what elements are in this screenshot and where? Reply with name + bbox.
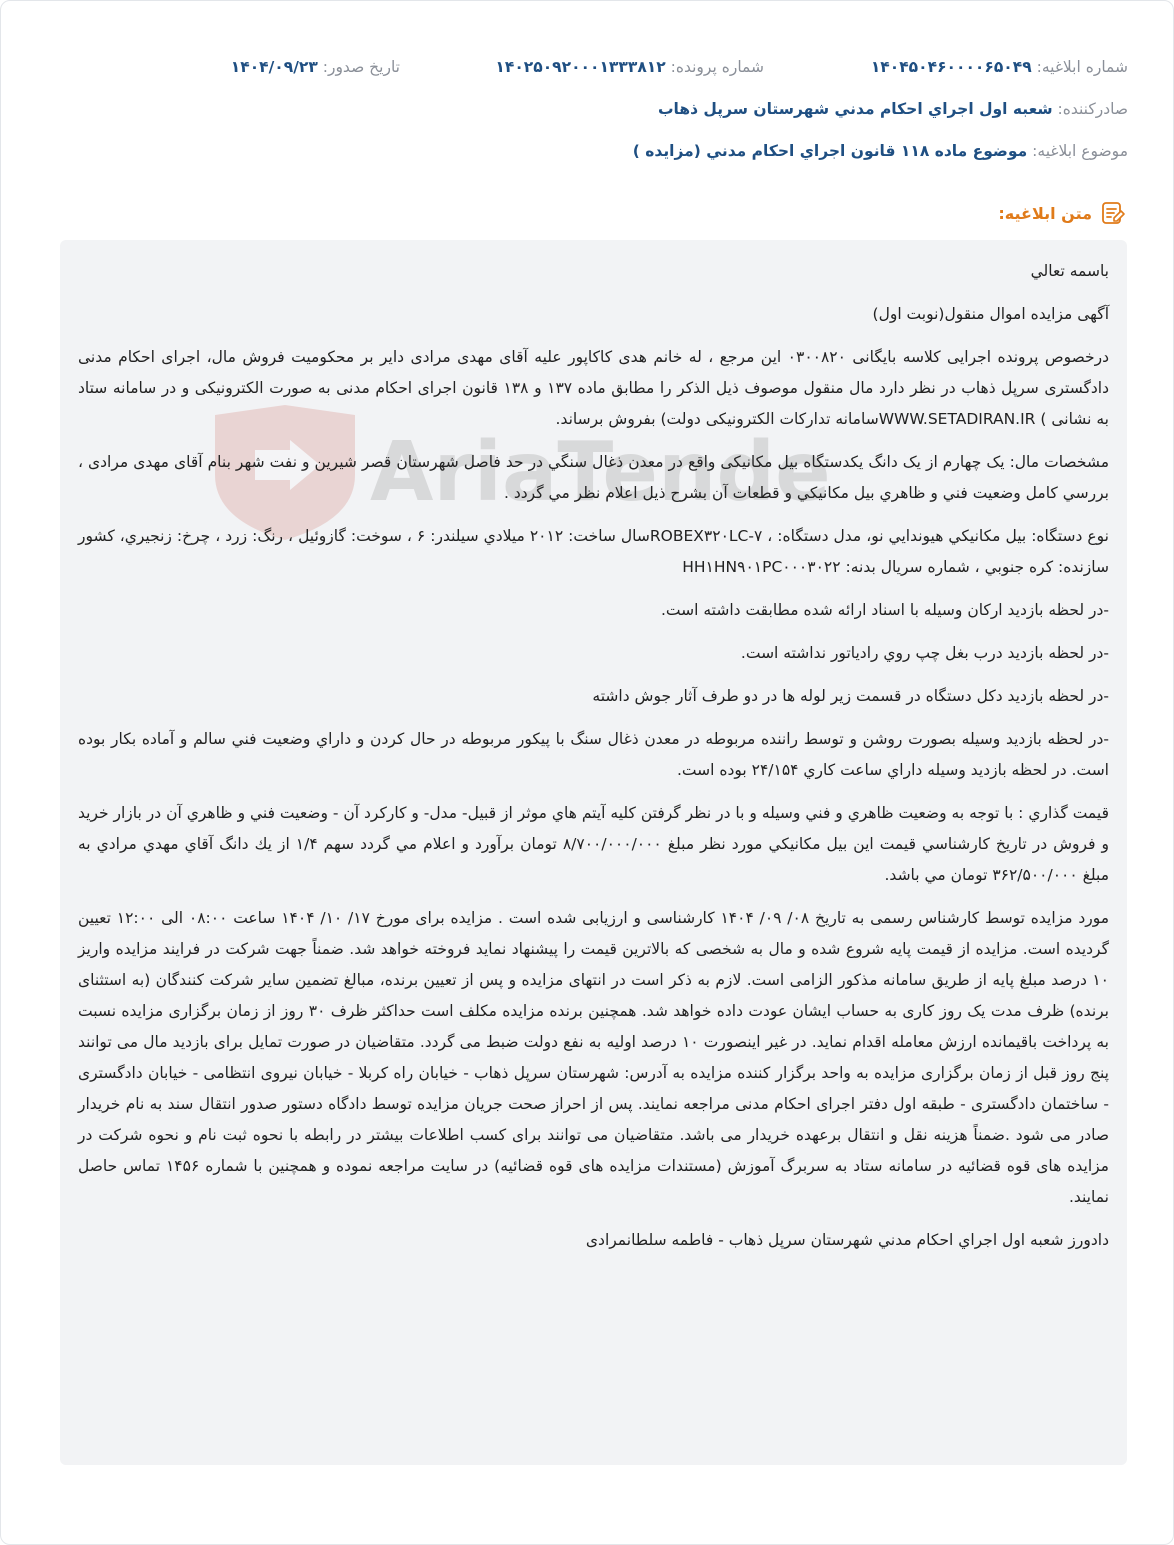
body-paragraph: -در لحظه بازديد دكل دستگاه در قسمت زير لوله ها در دو طرف آثار جوش داشته [592, 687, 1109, 705]
body-paragraph: قيمت گذاري : با توجه به وضعيت ظاهري و فني وسيله و با در نظر گرفتن كليه آيتم هاي موثر از قبيل- مدل- و كاركرد آن - وضعيت فني و ظاهري آن در بازار خريد و فروش در تاريخ كارشناسي قيمت اين بيل مكانيكي مورد نظر مبلغ ۸/۷۰۰/۰۰۰/۰۰۰ تومان برآورد و اعلام مي گردد سهم ۱/۴ از يك دانگ آقاي مهدي مرادي به مبلغ ۳۶۲/۵۰۰/۰۰۰ تومان مي باشد. [78, 804, 1110, 884]
body-paragraph: درخصوص پرونده اجرایی کلاسه بایگانی ۰۳۰۰۸۲۰ این مرجع ، له خانم هدی کاکاپور علیه آقای مهدی مرادی دایر بر محکومیت فروش مال، اجرای احکام مدنی دادگستری سرپل ذهاب در نظر دارد مال منقول موصوف ذیل الذکر را مطابق ماده ۱۳۷ و ۱۳۸ قانون اجرای احکام مدنی به صورت الکترونیکی و در سامانه ستاد به نشانی ) WWW.SETADIRAN.IRسامانه تدارکات الکترونیکی دولت) بفروش برساند. [78, 348, 1110, 428]
notice-text-heading-label: متن ابلاغیه: [998, 203, 1092, 223]
notice-number-value: ۱۴۰۴۵۰۴۶۰۰۰۰۶۵۰۴۹ [870, 58, 1032, 76]
notice-number [871, 58, 1128, 76]
body-paragraph: نوع دستگاه: بيل مكانيكي هيوندايي نو، مدل دستگاه: ، ROBEX۳۲۰LC-۷سال ساخت: ۲۰۱۲ ميلادي سيلندر: ۶ ، سوخت: گازوئيل ، رنگ: زرد ، چرخ: زنجيري، كشور سازنده: كره جنوبي ، شماره سريال بدنه: HH۱HN۹۰۱PC۰۰۰۳۰۲۲ [78, 527, 1109, 576]
issue-date [231, 58, 400, 76]
body-paragraph: -در لحظه بازديد درب بغل چپ روي رادياتور نداشته است. [740, 644, 1109, 662]
body-paragraph: مشخصات مال: یک چهارم از یک دانگ یکدستگاه بیل مکانیکی واقع در معدن ذغال سنگي در حد فاصل شهرستان قصر شیرین و نفت شهر بنام آقای مهدی مرادی ، بررسي كامل وضعيت فني و ظاهري بيل مكانيكي و قطعات آن بشرح ذيل اعلام نظر مي گردد . [78, 453, 1109, 502]
notice-body-box [60, 240, 1127, 1465]
issuer-label: صادرکننده: [1057, 100, 1128, 118]
case-number [495, 58, 764, 76]
issue-date-value: ۱۴۰۴/۰۹/۲۳ [230, 58, 318, 76]
issuer-line [658, 100, 1128, 118]
subject-value: موضوع ماده ۱۱۸ قانون اجراي احكام مدني (مزايده ) [632, 142, 1028, 160]
notice-text-heading [998, 200, 1126, 226]
body-paragraph: مورد مزایده توسط کارشناس رسمی به تاریخ ۰۸/ ۰۹/ ۱۴۰۴ کارشناسی و ارزیابی شده است . مزایده برای مورخ ۱۷/ ۱۰/ ۱۴۰۴ ساعت ۰۸:۰۰ الی ۱۲:۰۰ تعیین گردیده است. مزایده از قیمت پایه شروع شده و مال به شخصی که بالاترین قیمت را پیشنهاد نماید فروخته خواهد شد. ضمناً جهت شرکت در فرایند مزایده واریز ۱۰ درصد مبلغ پایه از طریق سامانه مذکور الزامی است. لازم به ذکر است در انتهای مزایده و پس از تعیین برنده، مبالغ تضمین سایر شرکت کنندگان (به استثنای برنده) ظرف مدت یک روز کاری به حساب ایشان عودت داده خواهد شد. همچنین برنده مزایده مکلف است حداکثر ظرف ۳۰ روز از زمان برگزاری مزایده نسبت به پرداخت باقیمانده ارزش معامله اقدام نماید. در غیر اینصورت ۱۰ درصد اولیه به نفع دولت ضبط می گردد. متقاضیان در صورت تمایل برای بازدید مال می توانند پنج روز قبل از زمان برگزاری مزایده به واحد برگزار کننده مزایده به آدرس: شهرستان سرپل ذهاب - خیابان راه کربلا - خیابان نیروی انتظامی - خیابان دادگستری - ساختمان دادگستری - طبقه اول دفتر اجرای احکام مدنی مراجعه نمایند. پس از احراز صحت جریان مزایده توسط دادگاه دستور صدور انتقال سند به نام خریدار صادر می شود .ضمناً هزینه نقل و انتقال برعهده خریدار می باشد. متقاضیان می توانند برای کسب اطلاعات بیشتر در رابطه با نحوه ثبت نام و نحوه شرکت در مزایده های قوه قضائیه در سامانه ستاد به سربرگ آموزش (مستندات مزایده های قوه قضائیه) در سایت مراجعه نموده و همچنین با شماره ۱۴۵۶ تماس حاصل نمایند. [78, 909, 1110, 1206]
body-paragraph: آگهی مزایده اموال منقول(نوبت اول) [872, 305, 1109, 323]
case-number-value: ۱۴۰۲۵۰۹۲۰۰۰۱۳۳۳۸۱۲ [495, 58, 666, 76]
subject-line [633, 142, 1128, 160]
issue-date-label: تاریخ صدور: [322, 58, 400, 76]
body-paragraph: -در لحظه بازديد وسيله بصورت روشن و توسط راننده مربوطه در معدن ذغال سنگ با پيكور مربوطه در حال كردن و داراي وضعيت فني سالم و آماده بكار بوده است. در لحظه بازديد وسيله داراي ساعت كاري ۲۴/۱۵۴ بوده است. [78, 730, 1109, 779]
body-paragraph: -در لحظه بازديد اركان وسيله با اسناد ارائه شده مطابقت داشته است. [660, 601, 1109, 619]
body-paragraph: باسمه تعالي [1030, 262, 1109, 280]
subject-label: موضوع ابلاغیه: [1032, 142, 1128, 160]
case-number-label: شماره پرونده: [670, 58, 764, 76]
signature-line: دادورز شعبه اول اجراي احكام مدني شهرستان سرپل ذهاب - فاطمه سلطانمرادی [585, 1231, 1109, 1249]
notice-body [60, 240, 1127, 1256]
watermark-text: AriaTende [370, 425, 831, 520]
notice-meta-row [46, 58, 1128, 82]
issuer-value: شعبه اول اجراي احكام مدني شهرستان سرپل ذهاب [657, 100, 1053, 118]
notice-number-label: شماره ابلاغیه: [1036, 58, 1128, 76]
document-pen-icon [1100, 200, 1126, 226]
